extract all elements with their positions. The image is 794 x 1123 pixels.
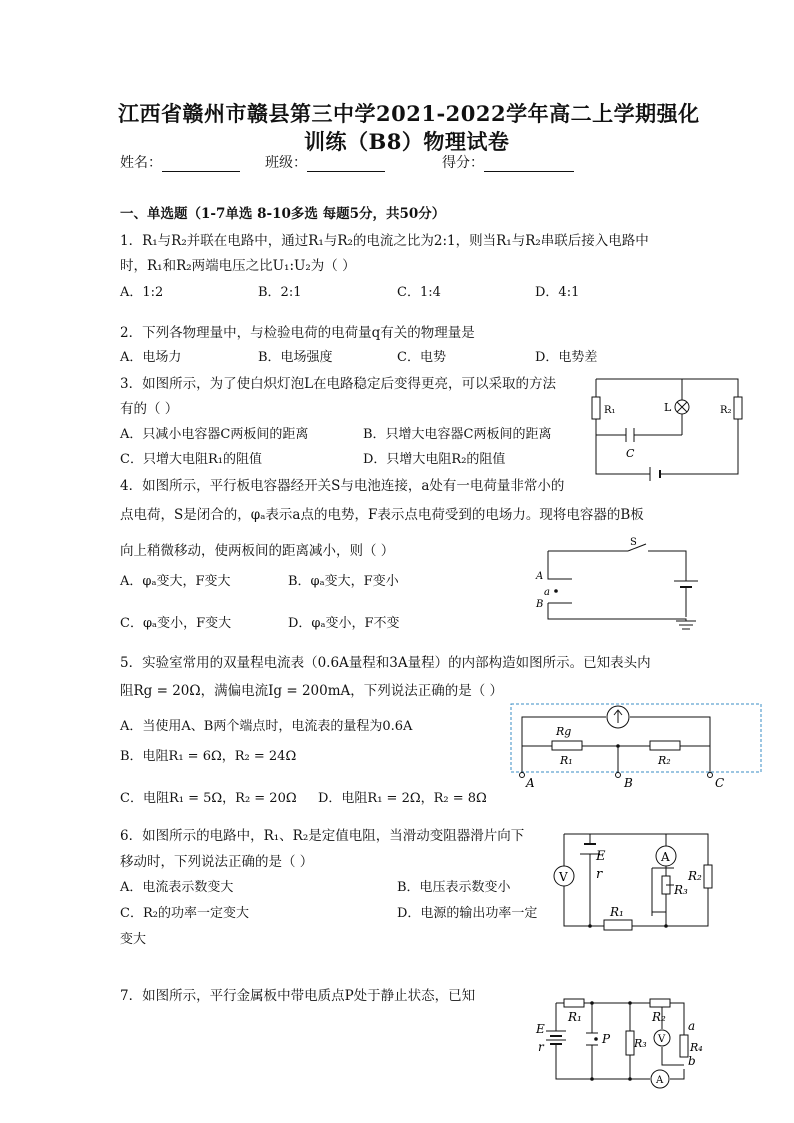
page-title-line1: 江西省赣州市赣县第三中学2021-2022学年高二上学期强化 — [118, 101, 700, 126]
q4-stem-line1: 4．如图所示，平行板电容器经开关S与电池连接，a处有一电荷量非常小的 — [120, 478, 565, 494]
q3-option-d: D．只增大电阻R₂的阻值 — [363, 452, 506, 467]
q6-voltmeter-symbol: V — [559, 870, 568, 884]
q4-label-plate-a: A — [536, 571, 544, 582]
q5-stem-line2: 阻Rg = 20Ω，满偏电流Ig = 200mA，下列说法正确的是（ ） — [120, 683, 504, 699]
score-label: 得分： — [442, 155, 484, 171]
q7-stem-line1: 7．如图所示，平行金属板中带电质点P处于静止状态，已知 — [120, 988, 476, 1004]
q5-label-rg: Rg — [556, 725, 572, 738]
q2-stem: 2．下列各物理量中，与检验电荷的电荷量q有关的物理量是 — [120, 325, 475, 341]
class-label: 班级： — [265, 155, 307, 171]
q7-circuit-figure — [532, 997, 712, 1087]
q4-stem-line3: 向上稍微移动，使两板间的距离减小，则（ ） — [120, 543, 395, 559]
q3-label-capacitor: C — [626, 447, 635, 460]
q6-stem-line1: 6．如图所示的电路中，R₁、R₂是定值电阻，当滑动变阻器滑片向下 — [120, 828, 525, 844]
name-field — [120, 152, 240, 172]
q6-label-e: E — [596, 849, 606, 864]
name-label: 姓名： — [120, 155, 162, 171]
q5-label-r1: R₁ — [560, 754, 573, 767]
q2-option-d: D．电势差 — [535, 350, 598, 365]
q7-label-r: r — [538, 1040, 544, 1054]
q4-label-plate-b: B — [536, 599, 544, 610]
q6-circuit-figure — [548, 830, 718, 930]
q6-option-d-continued: 变大 — [120, 932, 147, 947]
q2-option-a: A．电场力 — [120, 350, 182, 365]
q4-label-point-a: a — [544, 587, 550, 598]
q3-stem-line2: 有的（ ） — [120, 401, 179, 417]
q5-label-terminal-c: C — [715, 776, 725, 790]
q3-stem-line1: 3．如图所示，为了使白炽灯泡L在电路稳定后变得更亮，可以采取的方法 — [120, 376, 557, 392]
q7-label-r4: R₄ — [690, 1041, 703, 1054]
q5-ammeter-figure — [510, 703, 764, 793]
page-title-line2: 训练（B8）物理试卷 — [304, 129, 510, 154]
q5-option-b: B．电阻R₁ = 6Ω，R₂ = 24Ω — [120, 749, 297, 764]
q7-label-e: E — [536, 1022, 545, 1036]
q7-label-r2: R₂ — [652, 1010, 666, 1024]
q6-option-b: B．电压表示数变小 — [397, 880, 511, 895]
q5-stem-line1: 5．实验室常用的双量程电流表（0.6A量程和3A量程）的内部构造如图所示。已知表头内 — [120, 655, 651, 671]
q7-label-r1: R₁ — [568, 1010, 582, 1024]
q7-ammeter-symbol: A — [656, 1075, 664, 1086]
q5-option-c: C．电阻R₁ = 5Ω，R₂ = 20Ω — [120, 791, 297, 806]
q5-option-a: A．当使用A、B两个端点时，电流表的量程为0.6A — [120, 719, 413, 734]
q6-option-d: D．电源的输出功率一定 — [397, 906, 538, 921]
q6-label-r3: R₃ — [674, 883, 688, 897]
q4-option-a: A．φₐ变大，F变大 — [120, 574, 231, 589]
q4-option-b: B．φₐ变大，F变小 — [288, 574, 399, 589]
q2-option-b: B．电场强度 — [258, 350, 333, 365]
q1-stem-line1: 1．R₁与R₂并联在电路中，通过R₁与R₂的电流之比为2:1，则当R₁与R₂串联后接入电路中 — [120, 233, 649, 249]
q1-option-c: C．1:4 — [397, 285, 441, 300]
q3-circuit-figure — [592, 377, 772, 477]
q6-option-c: C．R₂的功率一定变大 — [120, 906, 249, 921]
q1-stem-line2: 时，R₁和R₂两端电压之比U₁:U₂为（ ） — [120, 258, 356, 274]
q7-label-a: a — [688, 1019, 696, 1033]
q6-label-r1: R₁ — [610, 905, 624, 919]
q6-option-a: A．电流表示数变大 — [120, 880, 234, 895]
q6-ammeter-symbol: A — [661, 850, 670, 864]
q5-option-d: D．电阻R₁ = 2Ω，R₂ = 8Ω — [318, 791, 487, 806]
section-heading: 一、单选题（1-7单选 8-10多选 每题5分，共50分） — [120, 206, 446, 222]
q1-option-a: A．1:2 — [120, 285, 164, 300]
q7-voltmeter-symbol: V — [658, 1034, 666, 1045]
q3-option-a: A．只减小电容器C两板间的距离 — [120, 427, 309, 442]
q5-label-r2: R₂ — [658, 754, 671, 767]
q5-label-terminal-a: A — [526, 776, 535, 790]
q7-label-r3: R₃ — [634, 1037, 647, 1050]
q3-option-c: C．只增大电阻R₁的阻值 — [120, 452, 262, 467]
q4-stem-line2: 点电荷，S是闭合的，φₐ表示a点的电势，F表示点电荷受到的电场力。现将电容器的B板 — [120, 507, 644, 523]
q3-label-r1: R₁ — [604, 405, 616, 416]
q4-option-d: D．φₐ变小，F不变 — [288, 616, 400, 631]
q4-option-c: C．φₐ变小，F变大 — [120, 616, 232, 631]
q7-label-b: b — [688, 1054, 696, 1068]
q4-capacitor-figure — [530, 537, 700, 632]
q1-option-b: B．2:1 — [258, 285, 302, 300]
score-field — [442, 152, 574, 172]
q3-label-r2: R₂ — [720, 405, 732, 416]
q6-label-r: r — [596, 867, 603, 882]
q7-label-p: P — [602, 1032, 611, 1046]
q1-option-d: D．4:1 — [535, 285, 580, 300]
q3-option-b: B．只增大电容器C两板间的距离 — [363, 427, 552, 442]
class-blank — [307, 157, 385, 172]
name-blank — [162, 157, 240, 172]
score-blank — [484, 157, 574, 172]
q5-label-terminal-b: B — [624, 776, 633, 790]
q3-label-lamp: L — [664, 401, 672, 414]
q4-label-switch: S — [630, 537, 637, 548]
q2-option-c: C．电势 — [397, 350, 446, 365]
q6-label-r2: R₂ — [688, 869, 702, 883]
q6-stem-line2: 移动时，下列说法正确的是（ ） — [120, 854, 314, 870]
class-field — [265, 152, 385, 172]
